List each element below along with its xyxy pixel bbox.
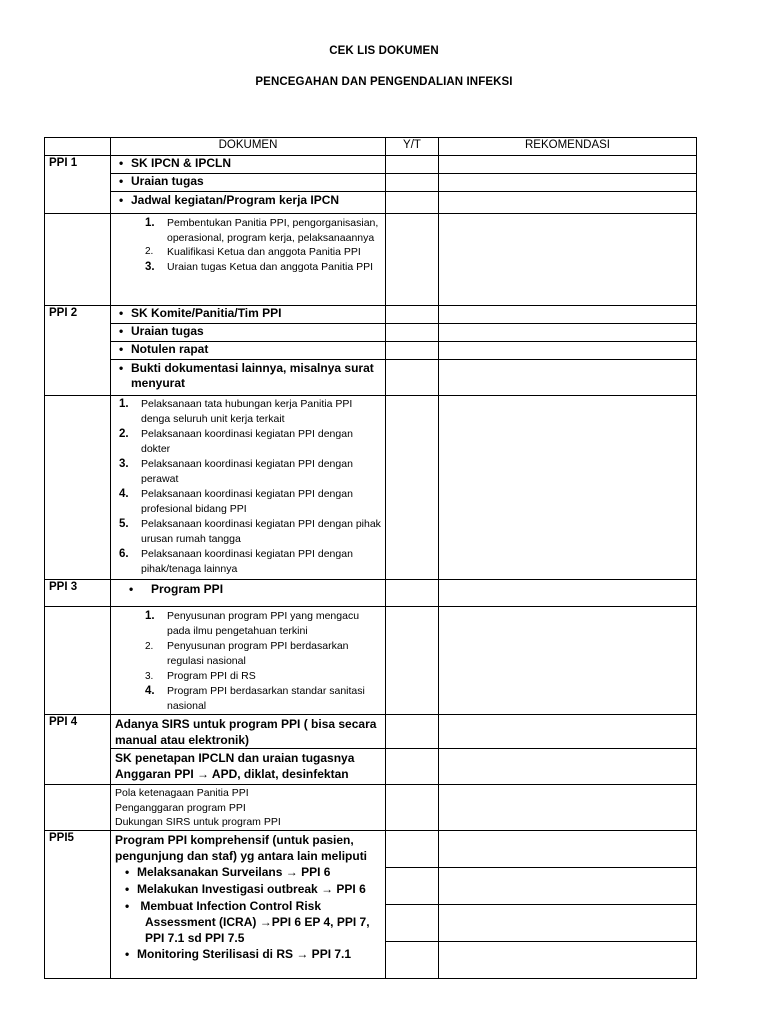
ppi3-item-1: • Program PPI [115,580,381,597]
table-cell [111,715,386,749]
yt-cell[interactable] [386,904,439,941]
yt-cell[interactable] [386,192,439,214]
ppi2-item-2: • Uraian tugas [115,324,381,339]
table-row [45,607,697,715]
rekomendasi-cell[interactable] [439,174,697,192]
table-row [45,214,697,306]
header-yt: Y/T [386,138,439,156]
table-row [45,830,697,867]
document-title: CEK LIS DOKUMEN [329,45,439,57]
table-row [45,715,697,749]
ppi5-item-2: • Melakukan Investigasi outbreak → PPI 6 [115,881,381,898]
ppi5-item-4: • Monitoring Sterilisasi di RS → PPI 7.1 [115,946,381,963]
table-cell [45,607,111,715]
list-item: 2. Pelaksanaan koordinasi kegiatan PPI dengan dokter [119,428,353,455]
table-cell [111,342,386,360]
table-cell [111,174,386,192]
list-item: 4. Pelaksanaan koordinasi kegiatan PPI dengan profesional bidang PPI [119,488,353,515]
ppi5-item-1: • Melaksanakan Surveilans → PPI 6 [115,864,381,881]
list-item: 3. Uraian tugas Ketua dan anggota Panitia PPI [145,260,374,273]
table-row [45,192,697,214]
list-item: 2. Penyusunan program PPI berdasarkan regulasi nasional [145,640,349,667]
list-item: 2. Kualifikasi Ketua dan anggota Panitia PPI [145,246,361,258]
yt-cell[interactable] [386,785,439,831]
yt-cell[interactable] [386,867,439,904]
ppi2-sub-list [115,396,381,577]
ppi1-label: PPI 1 [45,156,111,214]
header-rekomendasi: REKOMENDASI [439,138,697,156]
ppi1-sub-list [115,214,381,274]
ppi1-item-1: • SK IPCN & IPCLN [115,156,381,171]
rekomendasi-cell[interactable] [439,324,697,342]
list-item: 1. Pelaksanaan tata hubungan kerja Panitia PPI denga seluruh unit kerja terkait [119,398,353,425]
ppi1-item-2: • Uraian tugas [115,174,381,189]
rekomendasi-cell[interactable] [439,342,697,360]
ppi3-label: PPI 3 [45,580,111,607]
table-row [45,396,697,580]
ppi2-item-1: • SK Komite/Panitia/Tim PPI [115,306,381,321]
yt-cell[interactable] [386,396,439,580]
ppi5-intro: Program PPI komprehensif (untuk pasien, pengunjung dan staf) yg antara lain meliputi [115,832,368,863]
ppi3-sub-list [115,607,381,714]
table-cell [111,306,386,324]
header-dokumen: DOKUMEN [111,138,386,156]
list-item: 3. Pelaksanaan koordinasi kegiatan PPI dengan perawat [119,458,353,485]
table-row [45,749,697,785]
table-cell [111,580,386,607]
rekomendasi-cell[interactable] [439,749,697,785]
table-cell [111,156,386,174]
list-item: Pola ketenagaan Panitia PPI [115,787,249,799]
table-cell [111,324,386,342]
table-cell [111,396,386,580]
table-row [45,324,697,342]
table-cell [111,360,386,396]
ppi5-label: PPI5 [45,830,111,978]
rekomendasi-cell[interactable] [439,785,697,831]
list-item: Penganggaran program PPI [115,801,246,814]
rekomendasi-cell[interactable] [439,607,697,715]
ppi4-label: PPI 4 [45,715,111,785]
ppi1-item-3: • Jadwal kegiatan/Program kerja IPCN [115,192,381,208]
yt-cell[interactable] [386,830,439,867]
list-item: 1. Pembentukan Panitia PPI, pengorganisasian, operasional, program kerja, pelaksanaannya [145,217,379,244]
yt-cell[interactable] [386,342,439,360]
list-item: 3. Program PPI di RS [145,670,256,682]
rekomendasi-cell[interactable] [439,360,697,396]
rekomendasi-cell[interactable] [439,192,697,214]
table-cell [45,214,111,306]
table-cell [111,749,386,785]
document-subtitle: PENCEGAHAN DAN PENGENDALIAN INFEKSI [255,76,513,88]
rekomendasi-cell[interactable] [439,396,697,580]
rekomendasi-cell[interactable] [439,214,697,306]
list-item: 6. Pelaksanaan koordinasi kegiatan PPI dengan pihak/tenaga lainnya [119,548,353,575]
yt-cell[interactable] [386,941,439,978]
rekomendasi-cell[interactable] [439,904,697,941]
table-row [45,360,697,396]
header-empty [45,138,111,156]
yt-cell[interactable] [386,580,439,607]
table-row [45,580,697,607]
rekomendasi-cell[interactable] [439,941,697,978]
table-header-row [45,138,697,156]
table-row [45,785,697,831]
yt-cell[interactable] [386,715,439,749]
rekomendasi-cell[interactable] [439,715,697,749]
yt-cell[interactable] [386,360,439,396]
ppi2-label: PPI 2 [45,306,111,396]
ppi4-row-1: Adanya SIRS untuk program PPI ( bisa secara manual atau elektronik) [115,717,377,747]
table-cell [111,192,386,214]
checklist-table [44,137,697,979]
rekomendasi-cell[interactable] [439,830,697,867]
list-item: 5. Pelaksanaan koordinasi kegiatan PPI dengan pihak urusan rumah tangga [119,518,381,545]
list-item: 1. Penyusunan program PPI yang mengacu pada ilmu pengetahuan terkini [145,610,360,637]
rekomendasi-cell[interactable] [439,867,697,904]
table-cell [45,396,111,580]
table-cell [111,607,386,715]
ppi4-sub-list [115,785,381,830]
table-row [45,306,697,324]
yt-cell[interactable] [386,306,439,324]
rekomendasi-cell[interactable] [439,580,697,607]
list-item: 4. Program PPI berdasarkan standar sanitasi nasional [145,685,365,712]
table-cell [111,830,386,978]
rekomendasi-cell[interactable] [439,306,697,324]
rekomendasi-cell[interactable] [439,156,697,174]
table-cell [45,785,111,831]
list-item: Dukungan SIRS untuk program PPI [115,816,281,828]
yt-cell[interactable] [386,607,439,715]
table-cell [111,214,386,306]
yt-cell[interactable] [386,749,439,785]
table-row [45,174,697,192]
ppi4-row-2: SK penetapan IPCLN dan uraian tugasnya Anggaran PPI → APD, diklat, desinfektan [115,751,355,781]
yt-cell[interactable] [386,174,439,192]
yt-cell[interactable] [386,156,439,174]
table-cell [111,785,386,831]
yt-cell[interactable] [386,214,439,306]
ppi2-item-4: • Bukti dokumentasi lainnya, misalnya surat menyurat [115,360,381,391]
ppi2-item-3: • Notulen rapat [115,342,381,357]
table-row [45,156,697,174]
ppi5-item-3: • Membuat Infection Control Risk Assessment (ICRA) →PPI 6 EP 4, PPI 7, PPI 7.1 sd PPI 7.5 [115,898,381,946]
yt-cell[interactable] [386,324,439,342]
table-row [45,342,697,360]
